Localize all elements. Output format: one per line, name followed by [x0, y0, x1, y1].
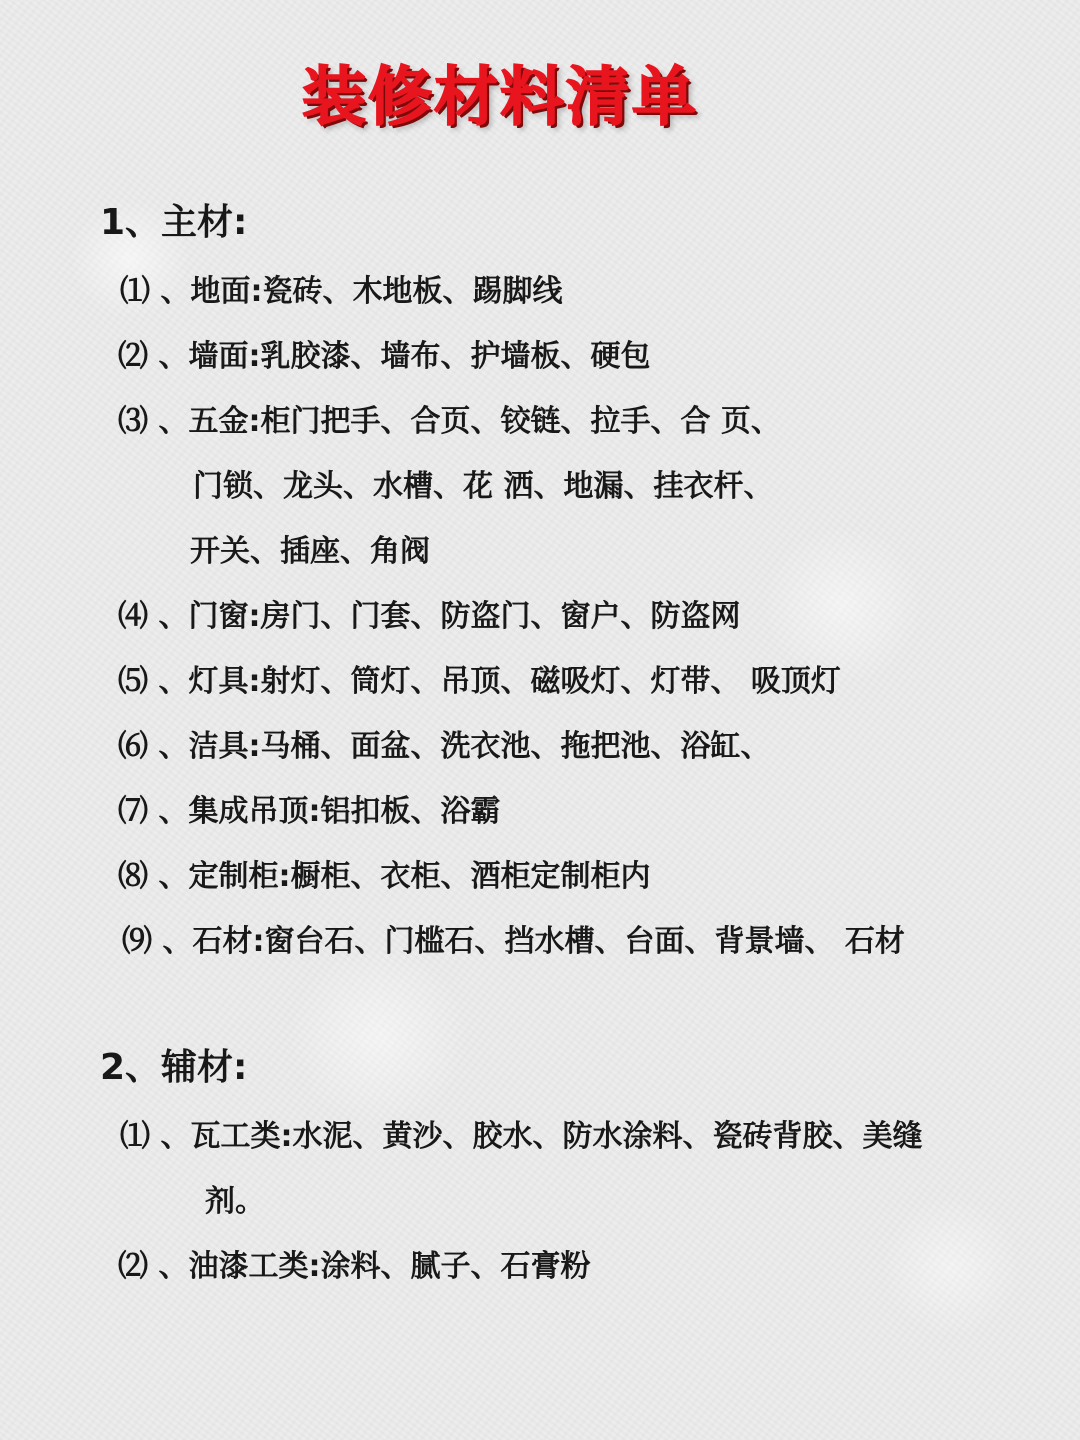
list-item-cabinets: ⑻ 、定制柜:橱柜、衣柜、酒柜定制柜内: [118, 859, 651, 894]
list-item-tiling: ⑴ 、瓦工类:水泥、黄沙、胶水、防水涂料、瓷砖背胶、美缝: [120, 1119, 923, 1154]
list-item-hardware-cont-2: 开关、插座、角阀: [190, 534, 430, 569]
list-item-doors-windows: ⑷ 、门窗:房门、门套、防盗门、窗户、防盗网: [118, 599, 741, 634]
list-item-floor: ⑴ 、地面:瓷砖、木地板、踢脚线: [120, 274, 563, 309]
list-item-wall: ⑵ 、墙面:乳胶漆、墙布、护墙板、硬包: [118, 339, 651, 374]
list-item-hardware-cont-1: 门锁、龙头、水槽、花 洒、地漏、挂衣杆、: [193, 469, 774, 504]
list-item-hardware: ⑶ 、五金:柜门把手、合页、铰链、拉手、合 页、: [118, 404, 781, 439]
section-heading-main-materials: 1、主材:: [100, 202, 248, 243]
list-item-stone: ⑼ 、石材:窗台石、门槛石、挡水槽、台面、背景墙、 石材: [122, 924, 905, 959]
page-title: 装修材料清单: [302, 61, 698, 135]
list-item-ceiling: ⑺ 、集成吊顶:铝扣板、浴霸: [118, 794, 501, 829]
list-item-painting: ⑵ 、油漆工类:涂料、腻子、石膏粉: [118, 1249, 591, 1284]
list-item-sanitary: ⑹ 、洁具:马桶、面盆、洗衣池、拖把池、浴缸、: [118, 729, 771, 764]
list-item-tiling-cont: 剂。: [205, 1184, 265, 1219]
section-heading-auxiliary-materials: 2、辅材:: [100, 1047, 248, 1088]
list-item-lighting: ⑸ 、灯具:射灯、筒灯、吊顶、磁吸灯、灯带、 吸顶灯: [118, 664, 841, 699]
